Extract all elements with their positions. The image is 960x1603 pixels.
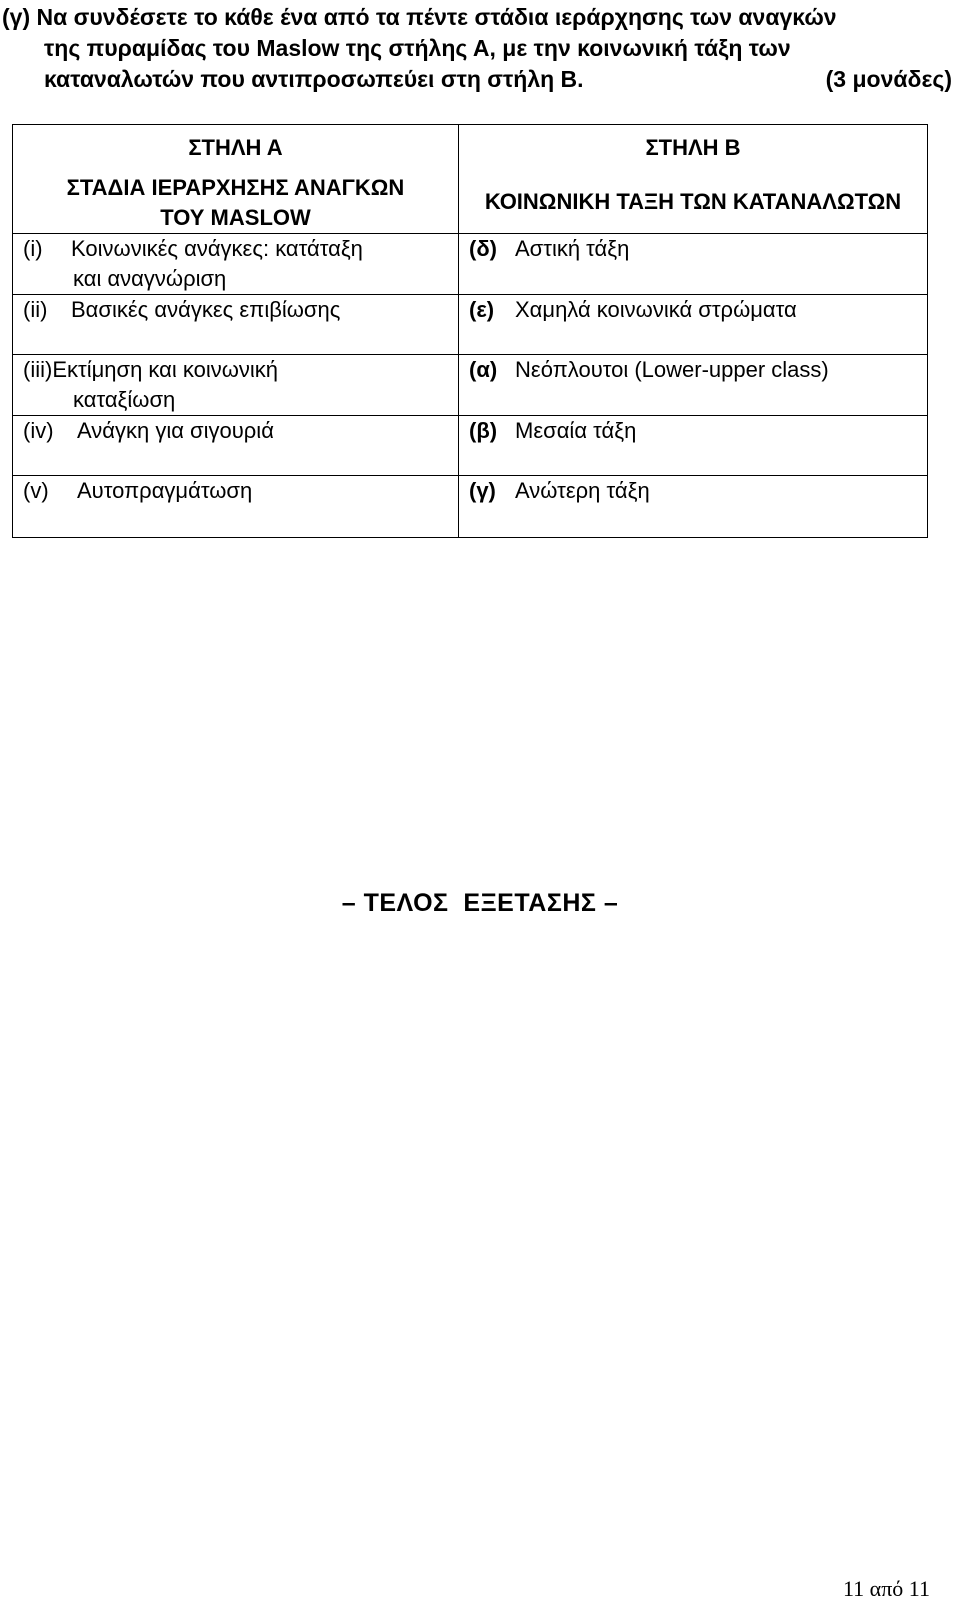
column-a-cell: [13, 416, 459, 476]
column-b-cell: [459, 416, 928, 476]
item-text: Ανώτερη τάξη: [515, 478, 650, 503]
item-label: (α): [469, 357, 498, 382]
column-b-cell: [459, 234, 928, 295]
question-line-1: (γ) Να συνδέσετε το κάθε ένα από τα πέντε στάδια ιεράρχησης των αναγκών: [2, 4, 837, 30]
item-text-continued: καταξίωση: [73, 387, 176, 412]
table-row: [13, 416, 928, 476]
item-label: (δ): [469, 236, 497, 261]
column-a-cell: [13, 295, 459, 355]
page-number: 11 από 11: [842, 1576, 930, 1601]
question-points: (3 μονάδες): [825, 66, 952, 92]
item-text: Νεόπλουτοι (Lower-upper class): [515, 357, 829, 382]
item-label: (ε): [469, 297, 495, 322]
item-text: Βασικές ανάγκες επιβίωσης: [71, 297, 341, 322]
item-label: (i): [23, 236, 43, 261]
column-a-title: ΣΤΗΛΗ Α: [188, 135, 283, 160]
item-label: (γ): [469, 478, 496, 503]
matching-table: [12, 124, 928, 538]
column-b-title: ΣΤΗΛΗ Β: [645, 135, 741, 160]
item-text: Εκτίμηση και κοινωνική: [52, 357, 279, 382]
column-b-subtitle: ΚΟΙΝΩΝΙΚΗ ΤΑΞΗ ΤΩΝ ΚΑΤΑΝΑΛΩΤΩΝ: [484, 189, 902, 214]
question-line-2: της πυραμίδας του Maslow της στήλης Α, με την κοινωνική τάξη των: [44, 35, 791, 61]
item-label: (β): [469, 418, 498, 443]
item-label: (ii): [23, 297, 48, 322]
column-b-cell: [459, 295, 928, 355]
column-a-header: [13, 125, 459, 234]
table-row: [13, 355, 928, 416]
column-b-cell: [459, 476, 928, 538]
item-text: Αστική τάξη: [515, 236, 630, 261]
item-text: Χαμηλά κοινωνικά στρώματα: [515, 297, 797, 322]
item-text: Ανάγκη για σιγουριά: [77, 418, 274, 443]
item-text: Κοινωνικές ανάγκες: κατάταξη: [71, 236, 363, 261]
column-a-cell: [13, 355, 459, 416]
table-row: [13, 234, 928, 295]
table-row: [13, 476, 928, 538]
item-label: (iii): [23, 357, 53, 382]
end-of-exam: – ΤΕΛΟΣ ΕΞΕΤΑΣΗΣ –: [341, 889, 619, 917]
column-a-cell: [13, 234, 459, 295]
item-label: (iv): [23, 418, 54, 443]
column-a-cell: [13, 476, 459, 538]
column-a-subtitle: ΣΤΑΔΙΑ ΙΕΡΑΡΧΗΣΗΣ ΑΝΑΓΚΩΝ ΤΟΥ MASLOW: [66, 175, 405, 230]
item-text: Μεσαία τάξη: [515, 418, 637, 443]
question-line-3: καταναλωτών που αντιπροσωπεύει στη στήλη Β.: [44, 66, 584, 92]
column-b-cell: [459, 355, 928, 416]
table-row: [13, 295, 928, 355]
column-b-header: [459, 125, 928, 234]
item-label: (v): [23, 478, 49, 503]
question-prompt: [2, 2, 952, 95]
item-text-continued: και αναγνώριση: [73, 266, 227, 291]
item-text: Αυτοπραγμάτωση: [77, 478, 253, 503]
